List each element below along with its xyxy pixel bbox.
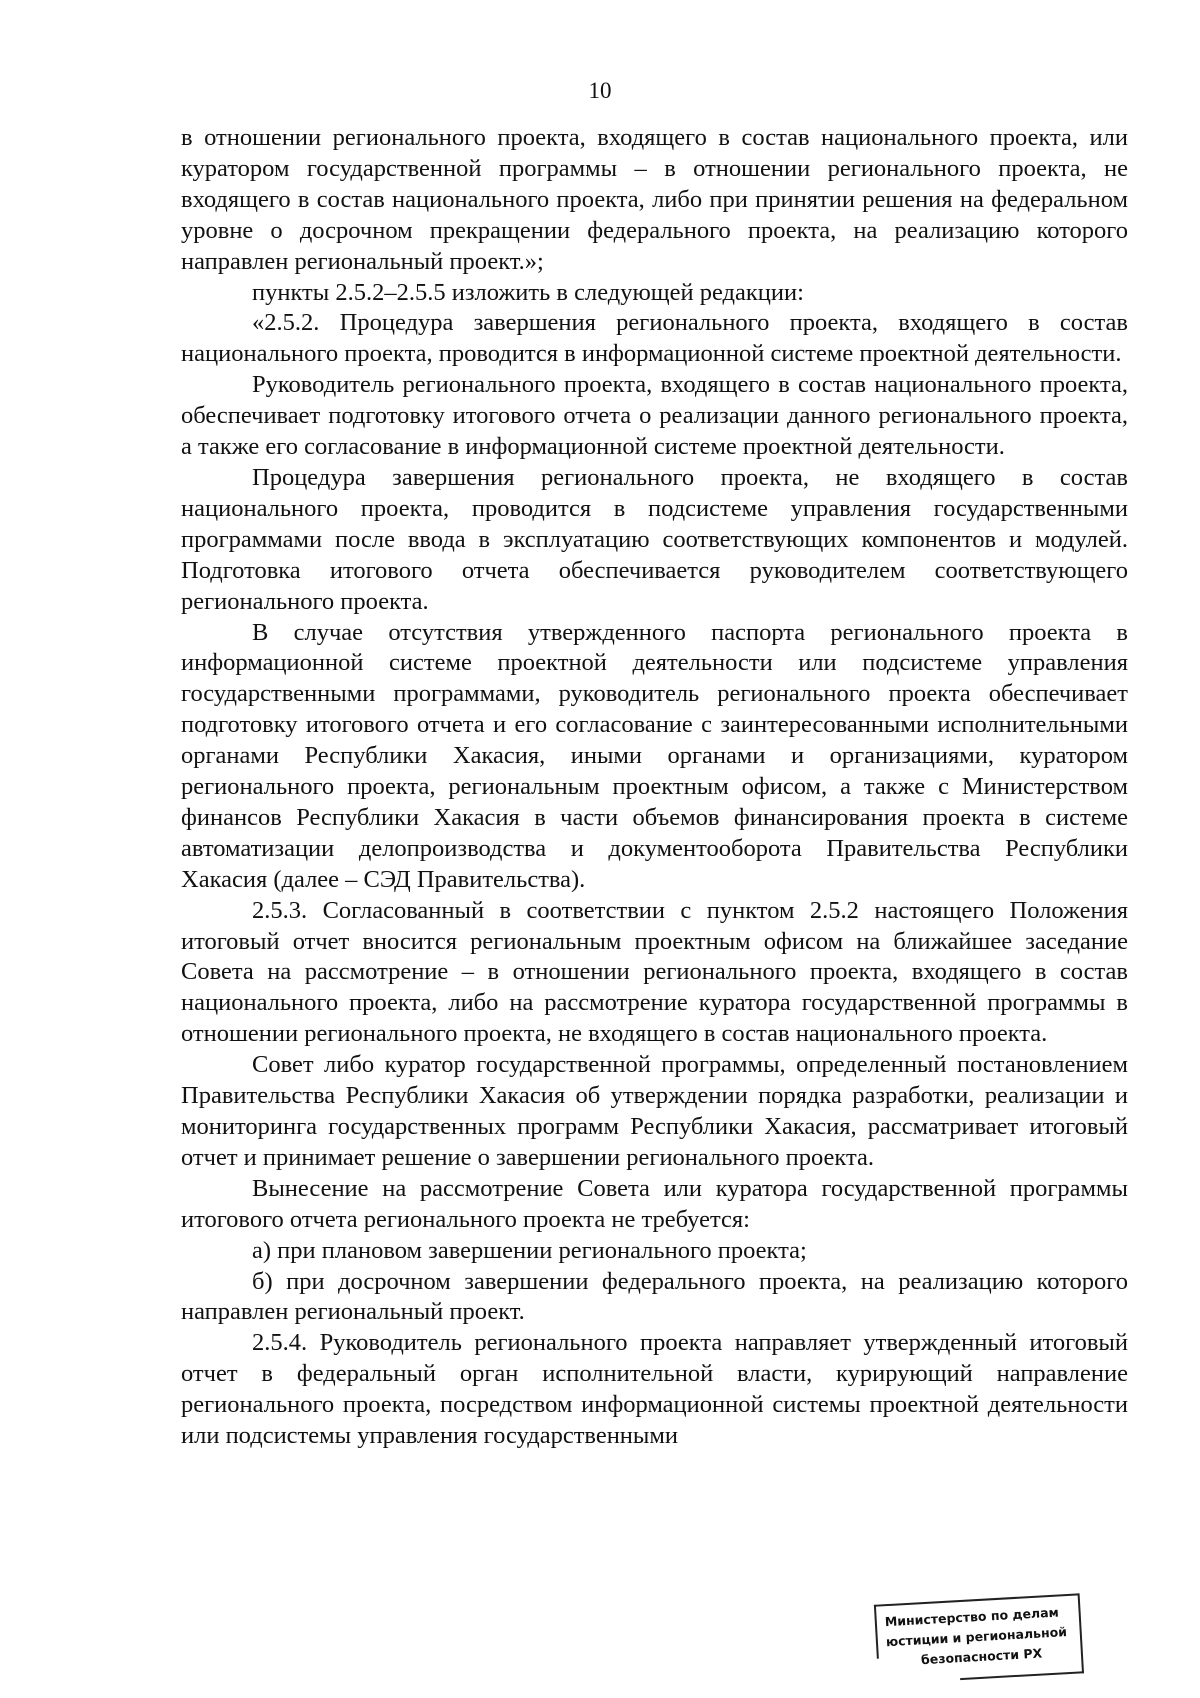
ministry-stamp bbox=[870, 1591, 1088, 1689]
stamp-line-1: Министерство по делам bbox=[884, 1604, 1060, 1630]
paragraph-8: Совет либо куратор государственной программы, определенный постановлением Правительства Республики Хакасия об утверждении порядка разработки, реализации и мониторинга государственных программ Республики Хакасия, рассматривает итоговый отчет и принимает решение о завершении регионального проекта. bbox=[181, 1051, 1128, 1171]
page-number: 10 bbox=[588, 78, 612, 103]
paragraph-9: Вынесение на рассмотрение Совета или куратора государственной программы итогового отчета регионального проекта не требуется: bbox=[181, 1174, 1128, 1233]
stamp-line-2: юстиции и региональной bbox=[885, 1624, 1068, 1650]
paragraph-3: «2.5.2. Процедура завершения регионального проекта, входящего в состав национального проекта, проводится в информационной системе проектной деятельности. bbox=[181, 309, 1128, 368]
paragraph-1: в отношении регионального проекта, входящего в состав национального проекта, или куратором государственной программы – в отношении регионального проекта, не входящего в состав национального проекта, либо при принятии решения на федеральном уровне о досрочном прекращении федерального проекта, на реализацию которого направлен региональный проект.»; bbox=[181, 124, 1128, 275]
paragraph-10: а) при плановом завершении регионального проекта; bbox=[252, 1236, 807, 1264]
paragraph-5: Процедура завершения регионального проекта, не входящего в состав национального проекта, проводится в подсистеме управления государственными программами после ввода в эксплуатацию соответствующих компонентов и модулей. Подготовка итогового отчета обеспечивается руководителем соответствующего регионального проекта. bbox=[181, 463, 1128, 615]
paragraph-12: 2.5.4. Руководитель регионального проекта направляет утвержденный итоговый отчет в федеральный орган исполнительной власти, курирующий направление регионального проекта, посредством информационной системы проектной деятельности или подсистемы управления государственными bbox=[181, 1329, 1128, 1450]
stamp-border bbox=[874, 1605, 879, 1659]
stamp-line-3: безопасности РХ bbox=[920, 1645, 1043, 1668]
stamp-border bbox=[960, 1671, 1084, 1680]
paragraph-6: В случае отсутствия утвержденного паспорта регионального проекта в информационной системе проектной деятельности или подсистеме управления государственными программами, руководитель регионального проекта обеспечивает подготовку итогового отчета и его согласование с заинтересованными исполнительными органами Республики Хакасия, иными органами и организациями, куратором регионального проекта, региональным проектным офисом, а также с Министерством финансов Республики Хакасия в части объемов финансирования проекта в системе автоматизации делопроизводства и документооборота Правительства Республики Хакасия (далее – СЭД Правительства). bbox=[181, 618, 1128, 893]
paragraph-2: пункты 2.5.2–2.5.5 изложить в следующей редакции: bbox=[252, 278, 804, 306]
paragraph-4: Руководитель регионального проекта, входящего в состав национального проекта, обеспечивает подготовку итогового отчета о реализации данного регионального проекта, а также его согласование в информационной системе проектной деятельности. bbox=[181, 371, 1128, 461]
stamp-border bbox=[1078, 1593, 1084, 1673]
document-body bbox=[181, 123, 1128, 1452]
paragraph-7: 2.5.3. Согласованный в соответствии с пунктом 2.5.2 настоящего Положения итоговый отчет вносится региональным проектным офисом на ближайшее заседание Совета на рассмотрение – в отношении регионального проекта, входящего в состав национального проекта, либо на рассмотрение куратора государственной программы в отношении регионального проекта, не входящего в состав национального проекта. bbox=[181, 896, 1128, 1048]
paragraph-11: б) при досрочном завершении федерального проекта, на реализацию которого направлен региональный проект. bbox=[181, 1267, 1128, 1326]
